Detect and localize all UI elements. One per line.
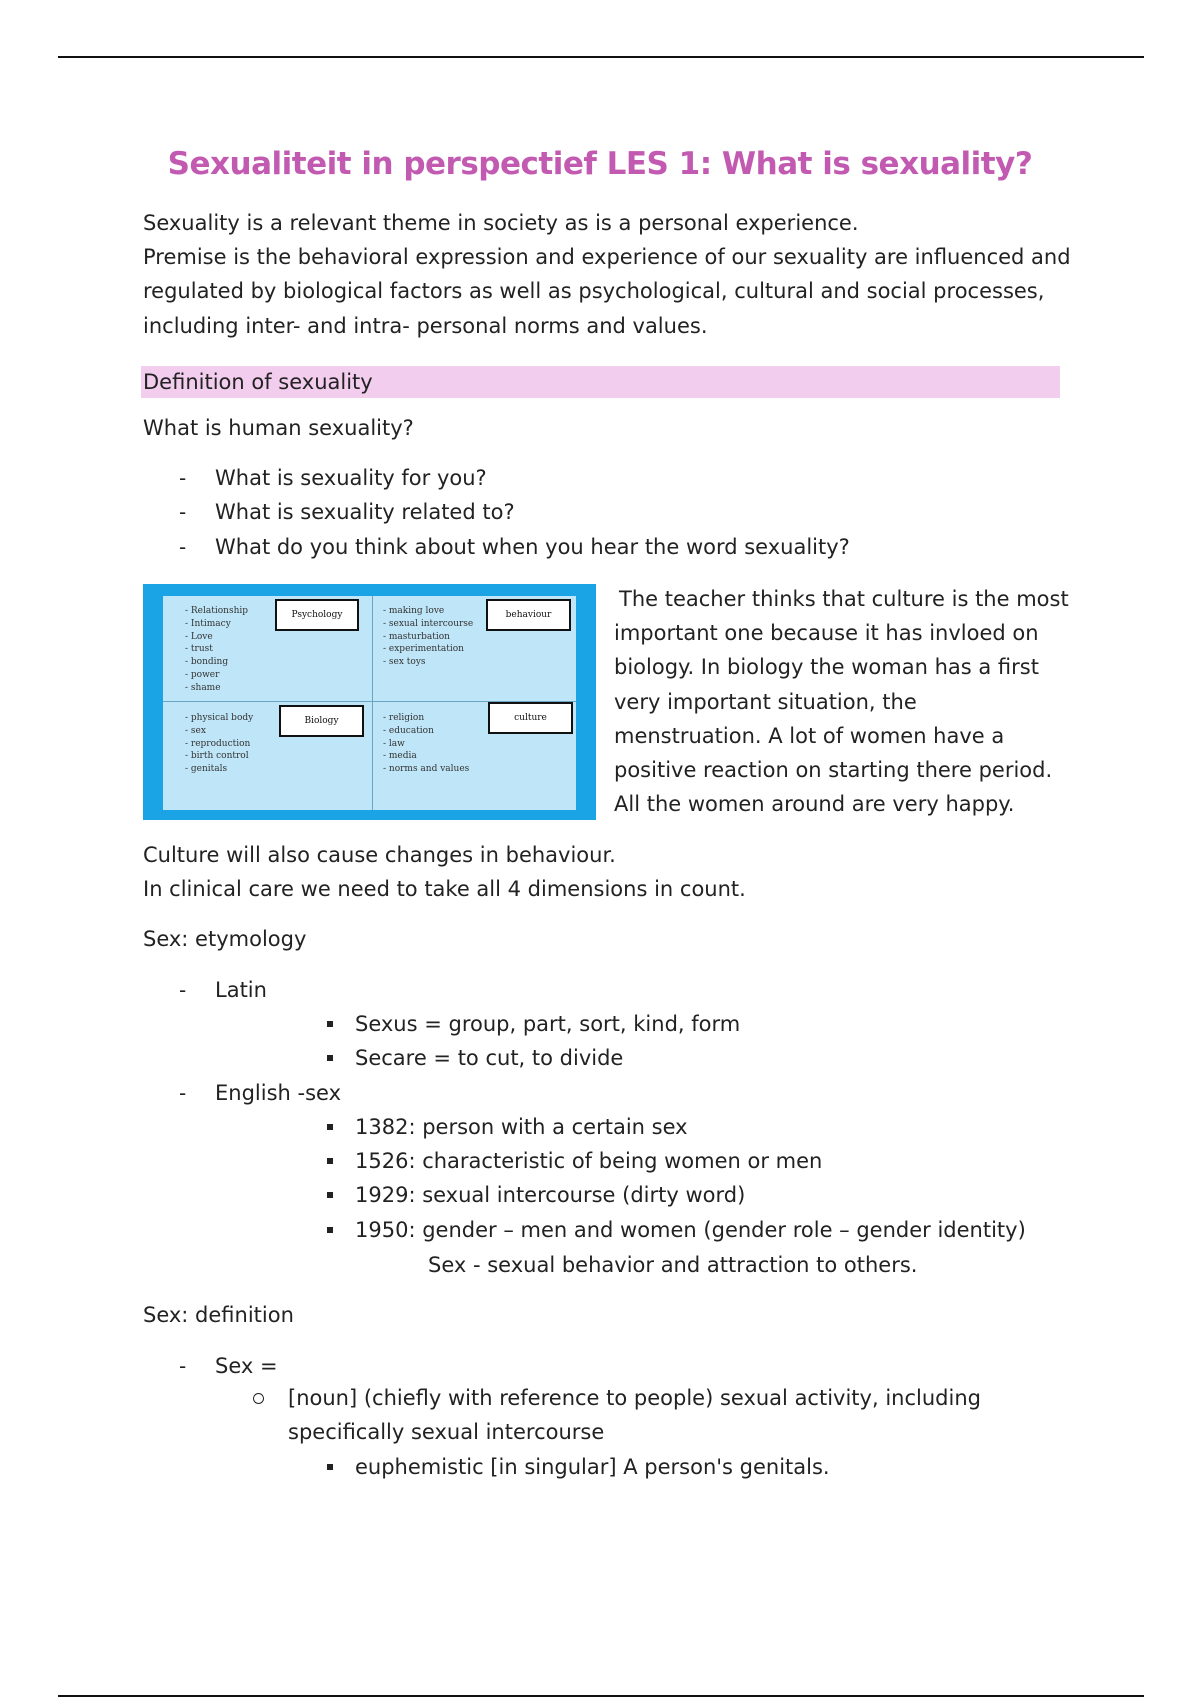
noun-definition-line: [noun] (chiefly with reference to people) sexual activity, including — [288, 1386, 981, 1410]
quadrant-item: - shame — [185, 682, 221, 693]
top-rule — [58, 56, 1144, 58]
quadrant-psychology-items — [185, 605, 248, 695]
question-intro: What is human sexuality? — [143, 416, 414, 440]
etymology-heading: Sex: etymology — [143, 927, 307, 951]
quadrant-item: - Love — [185, 631, 213, 642]
quadrant-label-psychology: Psychology — [275, 599, 359, 631]
square-bullet — [327, 1158, 333, 1164]
english-item: 1950: gender – men and women (gender role – gender identity) — [355, 1218, 1026, 1242]
quadrant-item: - religion — [383, 713, 425, 723]
side-text-line: menstruation. A lot of women have a — [614, 724, 1005, 748]
euphemistic-item: euphemistic [in singular] A person's genitals. — [355, 1455, 830, 1479]
quadrant-label-biology: Biology — [279, 705, 364, 737]
english-label: English -sex — [215, 1081, 341, 1105]
quadrant-item: - bonding — [185, 657, 229, 668]
dash-bullet: - — [179, 535, 187, 559]
question-item: What is sexuality related to? — [215, 500, 515, 524]
quadrant-label-behaviour: behaviour — [486, 599, 571, 631]
english-item: 1929: sexual intercourse (dirty word) — [355, 1183, 746, 1207]
question-item: What is sexuality for you? — [215, 466, 487, 490]
quadrant-item: - birth control — [185, 751, 249, 762]
side-text-line: All the women around are very happy. — [614, 792, 1015, 816]
quadrant-culture-items — [383, 712, 469, 776]
square-bullet — [327, 1227, 333, 1233]
quadrant-item: - norms and values — [383, 764, 470, 775]
latin-item: Secare = to cut, to divide — [355, 1046, 624, 1070]
dash-bullet: - — [179, 500, 187, 524]
quadrant-item: - media — [383, 751, 417, 762]
quadrant-biology-items — [185, 712, 253, 776]
dash-bullet: - — [179, 1354, 187, 1378]
quadrant-item: - sex toys — [383, 657, 426, 668]
quadrant-item: - making love — [383, 606, 445, 616]
quadrant-item: - physical body — [185, 713, 254, 723]
sex-note: Sex - sexual behavior and attraction to others. — [428, 1253, 918, 1277]
quadrant-label-culture: culture — [488, 702, 573, 734]
page-title: Sexualiteit in perspectief LES 1: What is sexuality? — [167, 146, 1033, 182]
intro-paragraph: Premise is the behavioral expression and experience of our sexuality are influenced and regulated by biological factors as well as psychological, cultural and social processes, including inter- and intra- personal norms and values. — [143, 245, 1071, 338]
quadrant-item: - reproduction — [185, 738, 251, 749]
english-item: 1382: person with a certain sex — [355, 1115, 688, 1139]
quadrant-item: - genitals — [185, 764, 228, 775]
latin-label: Latin — [215, 978, 267, 1002]
latin-item: Sexus = group, part, sort, kind, form — [355, 1012, 741, 1036]
quadrant-item: - Intimacy — [185, 618, 231, 629]
noun-definition-line: specifically sexual intercourse — [288, 1420, 605, 1444]
square-bullet — [327, 1124, 333, 1130]
square-bullet — [327, 1464, 333, 1470]
english-item: 1526: characteristic of being women or men — [355, 1149, 823, 1173]
definition-heading-bar — [141, 366, 1060, 398]
four-dimensions-diagram — [143, 584, 596, 820]
dash-bullet: - — [179, 466, 187, 490]
culture-line: In clinical care we need to take all 4 dimensions in count. — [143, 877, 746, 901]
square-bullet — [327, 1055, 333, 1061]
quadrant-item: - masturbation — [383, 631, 450, 642]
diagram-divider — [372, 596, 373, 810]
quadrant-item: - Relationship — [185, 606, 249, 616]
quadrant-item: - sex — [185, 725, 206, 736]
quadrant-item: - trust — [185, 644, 213, 655]
side-text-line: important one because it has invloed on — [614, 621, 1039, 645]
bottom-rule — [58, 1695, 1144, 1697]
quadrant-behaviour-items — [383, 605, 473, 669]
quadrant-item: - education — [383, 725, 434, 736]
circle-bullet — [253, 1393, 264, 1404]
side-text-line: positive reaction on starting there period. — [614, 758, 1053, 782]
square-bullet — [327, 1021, 333, 1027]
quadrant-item: - power — [185, 669, 220, 680]
question-item: What do you think about when you hear the word sexuality? — [215, 535, 850, 559]
definition-subheading: Sex: definition — [143, 1303, 294, 1327]
dash-bullet: - — [179, 978, 187, 1002]
quadrant-item: - law — [383, 738, 405, 749]
sex-equals: Sex = — [215, 1354, 278, 1378]
quadrant-item: - sexual intercourse — [383, 618, 474, 629]
dash-bullet: - — [179, 1081, 187, 1105]
definition-heading: Definition of sexuality — [143, 370, 373, 394]
side-text-line: biology. In biology the woman has a first — [614, 655, 1039, 679]
square-bullet — [327, 1192, 333, 1198]
side-text-line: very important situation, the — [614, 690, 917, 714]
intro-line-1: Sexuality is a relevant theme in society as is a personal experience. — [143, 211, 859, 235]
quadrant-item: - experimentation — [383, 644, 464, 655]
side-text-line: The teacher thinks that culture is the most — [619, 587, 1069, 611]
culture-line: Culture will also cause changes in behaviour. — [143, 843, 616, 867]
